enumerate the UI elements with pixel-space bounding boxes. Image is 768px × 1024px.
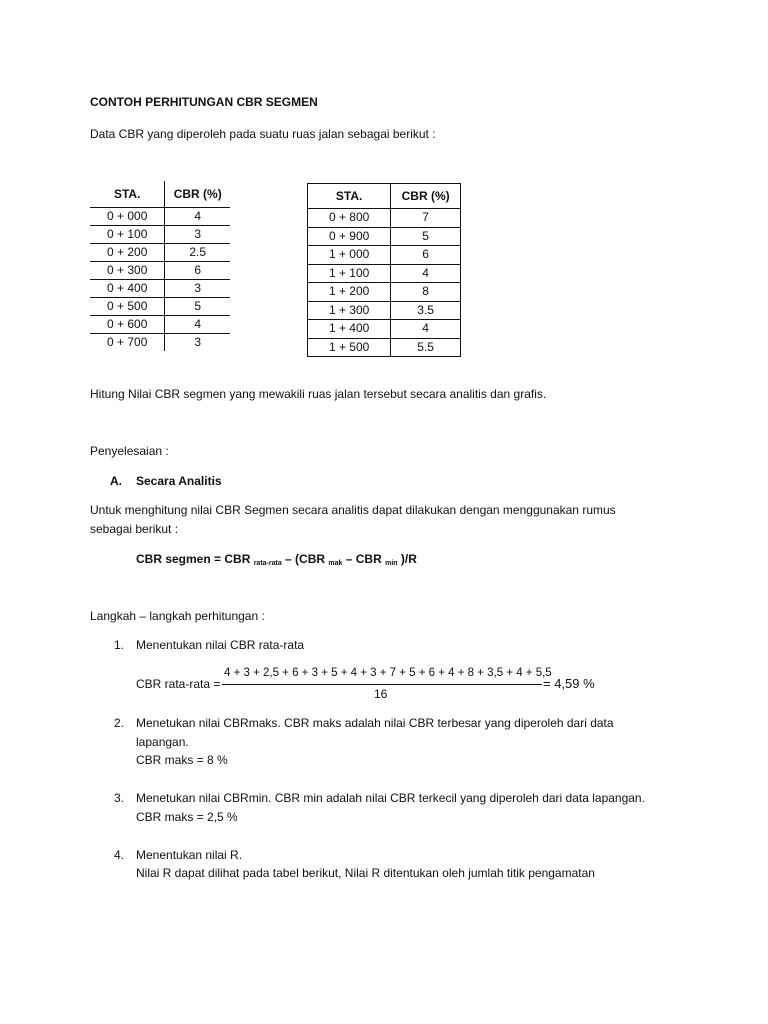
cell-cbr: 8 (391, 283, 461, 302)
step1-title: Menentukan nilai CBR rata-rata (136, 638, 305, 652)
cell-sta: 0 + 200 (90, 244, 165, 262)
step1-result: = 4,59 % (543, 676, 595, 691)
step4-number: 4. (114, 848, 125, 862)
intro-text: Data CBR yang diperoleh pada suatu ruas jalan sebagai berikut : (90, 127, 436, 141)
cell-cbr: 4 (391, 320, 461, 339)
step2-line1: Menetukan nilai CBRmaks. CBR maks adalah nilai CBR terbesar yang diperoleh dari data (136, 716, 614, 730)
cell-sta: 0 + 800 (308, 209, 391, 228)
table-row (308, 246, 461, 265)
formula-sub-mak: mak (328, 560, 343, 567)
fraction-bar (222, 684, 542, 685)
step1-denominator: 16 (374, 687, 388, 701)
cell-cbr: 3.5 (391, 301, 461, 320)
cell-sta: 0 + 600 (90, 316, 165, 334)
step1-lhs: CBR rata-rata = (136, 677, 221, 691)
cell-cbr: 4 (165, 316, 230, 334)
formula (136, 552, 417, 567)
cell-cbr: 6 (391, 246, 461, 265)
document-title: CONTOH PERHITUNGAN CBR SEGMEN (90, 95, 318, 109)
step3-line1: Menetukan nilai CBRmin. CBR min adalah nilai CBR terkecil yang diperoleh dari data lapangan. (136, 791, 645, 805)
cell-sta: 1 + 000 (308, 246, 391, 265)
table-row (308, 301, 461, 320)
cbr-table-left (90, 181, 230, 351)
cell-cbr: 5.5 (391, 338, 461, 357)
cell-cbr: 7 (391, 209, 461, 228)
cell-sta: 0 + 500 (90, 298, 165, 316)
solution-heading: Penyelesaian : (90, 444, 169, 458)
cell-sta: 1 + 400 (308, 320, 391, 339)
cell-sta: 1 + 300 (308, 301, 391, 320)
formula-sub-min: min (385, 560, 398, 567)
table-row (308, 209, 461, 228)
step4-line2: Nilai R dapat dilihat pada tabel berikut, Nilai R ditentukan oleh jumlah titik pengamatan (136, 866, 595, 880)
header-sta: STA. (90, 181, 165, 208)
table-row (308, 227, 461, 246)
table-row (308, 320, 461, 339)
cell-cbr: 2.5 (165, 244, 230, 262)
table-row (90, 334, 230, 352)
section-a-label: Secara Analitis (136, 474, 222, 488)
cell-cbr: 4 (391, 264, 461, 283)
formula-part1: CBR segmen = CBR (136, 552, 254, 566)
cell-cbr: 5 (165, 298, 230, 316)
table-row (308, 283, 461, 302)
table-row (90, 262, 230, 280)
question-text: Hitung Nilai CBR segmen yang mewakili ruas jalan tersebut secara analitis dan grafis. (90, 387, 547, 401)
step2-number: 2. (114, 716, 125, 730)
cell-sta: 1 + 500 (308, 338, 391, 357)
step4-line1: Menentukan nilai R. (136, 848, 243, 862)
formula-part2: – (CBR (281, 552, 329, 566)
table-row (90, 280, 230, 298)
step2-cbr-maks: CBR maks = 8 % (136, 753, 228, 767)
cell-cbr: 3 (194, 335, 202, 349)
step2-line2: lapangan. (136, 735, 189, 749)
cell-sta: 0 + 700 (90, 334, 165, 352)
cell-sta: 0 + 100 (90, 226, 165, 244)
cell-sta: 0 + 000 (90, 208, 165, 226)
steps-heading: Langkah – langkah perhitungan : (90, 609, 265, 623)
cell-cbr: 3 (165, 280, 230, 298)
cell-sta: 0 + 300 (90, 262, 165, 280)
table-row (90, 298, 230, 316)
formula-part4: )/R (397, 552, 417, 566)
cell-sta: 0 + 900 (308, 227, 391, 246)
formula-sub-rata: rata-rata (253, 560, 282, 567)
table-row (308, 338, 461, 357)
header-cbr: CBR (%) (165, 181, 230, 208)
cell-cbr: 6 (165, 262, 230, 280)
step3-number: 3. (114, 791, 125, 805)
cbr-table-right (307, 183, 461, 357)
table-row (308, 264, 461, 283)
cell-sta: 1 + 200 (308, 283, 391, 302)
cell-sta: 1 + 100 (308, 264, 391, 283)
table-row (90, 208, 230, 226)
cell-cbr: 4 (165, 208, 230, 226)
step1-number: 1. (114, 638, 125, 652)
step3-cbr-min: CBR maks = 2,5 % (136, 810, 238, 824)
method-text-line1: Untuk menghitung nilai CBR Segmen secara analitis dapat dilakukan dengan menggunakan rumus (90, 503, 616, 517)
formula-part3: – CBR (342, 552, 386, 566)
method-text-line2: sebagai berikut : (90, 522, 179, 536)
section-a-number: A. (110, 474, 122, 488)
cell-cbr: 5 (391, 227, 461, 246)
cell-cbr: 3 (165, 226, 230, 244)
table-row (90, 226, 230, 244)
header-cbr: CBR (%) (391, 184, 461, 209)
cell-sta: 0 + 400 (90, 280, 165, 298)
header-sta: STA. (308, 184, 391, 209)
table-row (90, 244, 230, 262)
step1-numerator: 4 + 3 + 2,5 + 6 + 3 + 5 + 4 + 3 + 7 + 5 + 6 + 4 + 8 + 3,5 + 4 + 5,5 (224, 667, 552, 679)
table-row (90, 316, 230, 334)
